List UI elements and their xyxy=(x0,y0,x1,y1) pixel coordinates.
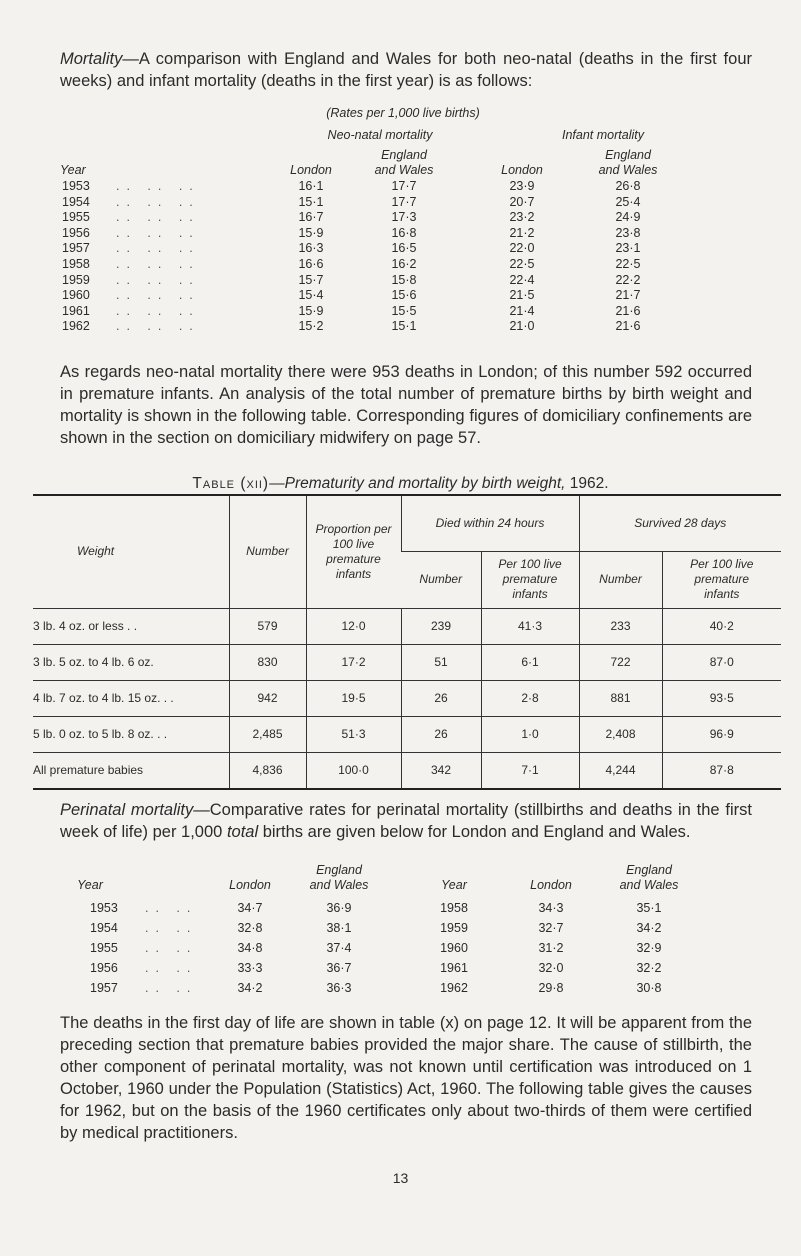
cell: 24·9 xyxy=(615,210,641,225)
table-row xyxy=(60,226,720,242)
cell: 26 xyxy=(401,716,481,752)
weight-cell: 3 lb. 4 oz. or less . . xyxy=(33,608,229,644)
proportion-header: Proportion per 100 live premature infants xyxy=(306,495,401,608)
weight-cell: 3 lb. 5 oz. to 4 lb. 6 oz. xyxy=(33,644,229,680)
cell: 23·2 xyxy=(509,210,535,225)
cell: 23·1 xyxy=(615,241,641,256)
cell: 21·7 xyxy=(615,288,641,303)
caption-text: —Prematurity and mortality by birth weight, xyxy=(269,475,566,492)
survived-header: Survived 28 days xyxy=(579,495,781,551)
cell: 87·8 xyxy=(662,752,781,789)
cell: 6·1 xyxy=(481,644,579,680)
year-cell: 1955 xyxy=(62,210,90,225)
table-row xyxy=(60,195,720,211)
table-row xyxy=(33,716,781,752)
cell: 33·3 xyxy=(237,961,263,975)
cell: 20·7 xyxy=(509,194,535,209)
cell: 26 xyxy=(401,680,481,716)
cell: 15·7 xyxy=(298,272,324,287)
year-cell: 1956 xyxy=(90,961,118,975)
cell: 34·2 xyxy=(636,921,662,935)
year-cell: 1955 xyxy=(90,941,118,955)
table-row xyxy=(60,288,720,304)
perinatal-text-b: births are given below for London and England and Wales. xyxy=(258,823,691,841)
perinatal-paragraph xyxy=(60,799,752,843)
infant-group-header: Infant mortality xyxy=(562,128,644,142)
cell: 34·8 xyxy=(237,941,263,955)
cell: 32·9 xyxy=(636,941,662,955)
perinatal-total: total xyxy=(226,823,259,841)
intro-text: —A comparison with England and Wales for both neo-natal (deaths in the first four weeks) and infant mortality (deaths in the first year) is as follows: xyxy=(60,50,752,90)
died-number-header: Number xyxy=(401,551,481,608)
cell: 15·5 xyxy=(391,303,417,318)
weight-header: Weight xyxy=(33,495,229,608)
leader-dots: .. .. xyxy=(145,981,198,995)
table-row xyxy=(60,179,720,195)
ew-line1: England xyxy=(316,863,362,877)
table-row xyxy=(60,273,720,289)
cell: 36·9 xyxy=(326,901,352,915)
cell: 2·8 xyxy=(481,680,579,716)
leader-dots: .. .. .. xyxy=(116,241,200,256)
cell: 23·8 xyxy=(615,225,641,240)
cell: 100·0 xyxy=(306,752,401,789)
year-cell: 1962 xyxy=(440,981,468,995)
year-cell: 1954 xyxy=(62,194,90,209)
surv-number-header: Number xyxy=(579,551,662,608)
leader-dots: .. .. .. xyxy=(116,225,200,240)
table-row xyxy=(60,978,760,998)
cell: 15·6 xyxy=(391,288,417,303)
table-row xyxy=(60,319,720,335)
cell: 41·3 xyxy=(481,608,579,644)
col-london2-header: London xyxy=(530,878,572,892)
table3-body xyxy=(60,898,760,998)
table-row xyxy=(60,241,720,257)
cell: 22·5 xyxy=(509,256,535,271)
perinatal-heading: Perinatal mortality xyxy=(60,801,194,819)
table-row xyxy=(33,644,781,680)
cell: 51·3 xyxy=(306,716,401,752)
neo-natal-paragraph: As regards neo-natal mortality there were 953 deaths in London; of this number 592 occurred in premature infants. An analysis of the total number of premature births by birth weight and mortality is shown in the following table. Corresponding figures of domiciliary confinements are shown in the section on domiciliary midwifery on page 57. xyxy=(60,363,752,447)
year-cell: 1958 xyxy=(62,256,90,271)
cell: 722 xyxy=(579,644,662,680)
rates-note: (Rates per 1,000 live births) xyxy=(326,106,480,120)
leader-dots: .. .. xyxy=(145,921,198,935)
table-row xyxy=(60,898,760,918)
year-cell: 1962 xyxy=(62,319,90,334)
col-neo-ew-header xyxy=(359,148,449,178)
cell: 21·5 xyxy=(509,288,535,303)
perinatal-text-a: —Comparative rates for perinatal mortality (stillbirths and deaths in the first week of life) per 1,000 xyxy=(60,801,752,841)
cell: 31·2 xyxy=(538,941,564,955)
leader-dots: .. .. .. xyxy=(116,194,200,209)
cell: 16·6 xyxy=(298,256,324,271)
leader-dots: .. .. .. xyxy=(116,256,200,271)
leader-dots: .. .. .. xyxy=(116,288,200,303)
leader-dots: .. .. .. xyxy=(116,210,200,225)
cell: 23·9 xyxy=(509,179,535,193)
col-neo-london-header: London xyxy=(290,163,332,177)
table-row xyxy=(60,918,760,938)
cell: 40·2 xyxy=(662,608,781,644)
cell: 32·7 xyxy=(538,921,564,935)
year-cell: 1961 xyxy=(440,961,468,975)
cell: 87·0 xyxy=(662,644,781,680)
leader-dots: .. .. xyxy=(145,961,198,975)
mortality-heading: Mortality xyxy=(60,50,123,68)
table-row xyxy=(60,958,760,978)
table-row xyxy=(60,210,720,226)
table-row xyxy=(33,608,781,644)
cell: 342 xyxy=(401,752,481,789)
year-cell: 1957 xyxy=(62,241,90,256)
col-london-header: London xyxy=(229,878,271,892)
cell: 579 xyxy=(229,608,306,644)
cell: 37·4 xyxy=(326,941,352,955)
col-year-header: Year xyxy=(77,878,103,892)
ew-line2: and Wales xyxy=(598,163,658,177)
cell: 16·2 xyxy=(391,256,417,271)
cell: 15·1 xyxy=(391,319,417,334)
table1-body xyxy=(60,179,720,335)
cell: 15·9 xyxy=(298,303,324,318)
leader-dots: .. .. xyxy=(145,941,198,955)
cell: 32·0 xyxy=(538,961,564,975)
intro-paragraph xyxy=(60,48,752,92)
cell: 34·2 xyxy=(237,981,263,995)
year-cell: 1960 xyxy=(440,941,468,955)
cell: 26·8 xyxy=(615,179,641,193)
cell: 29·8 xyxy=(538,981,564,995)
cell: 15·8 xyxy=(391,272,417,287)
table-row xyxy=(60,257,720,273)
cell: 21·2 xyxy=(509,225,535,240)
caption-year: 1962. xyxy=(565,475,609,492)
cell: 34·7 xyxy=(237,901,263,915)
cell: 38·1 xyxy=(326,921,352,935)
surv-per100-header: Per 100 live premature infants xyxy=(662,551,781,608)
cell: 36·3 xyxy=(326,981,352,995)
cell: 7·1 xyxy=(481,752,579,789)
year-cell: 1954 xyxy=(90,921,118,935)
cell: 25·4 xyxy=(615,194,641,209)
cell: 17·3 xyxy=(391,210,417,225)
cell: 2,408 xyxy=(579,716,662,752)
cell: 17·2 xyxy=(306,644,401,680)
year-cell: 1953 xyxy=(90,901,118,915)
cell: 16·5 xyxy=(391,241,417,256)
leader-dots: .. .. .. xyxy=(116,303,200,318)
cell: 21·6 xyxy=(615,303,641,318)
cell: 12·0 xyxy=(306,608,401,644)
year-cell: 1958 xyxy=(440,901,468,915)
col-year2-header: Year xyxy=(441,878,467,892)
year-cell: 1960 xyxy=(62,288,90,303)
col-inf-ew-header xyxy=(583,148,673,178)
cell: 21·0 xyxy=(509,319,535,334)
table-xii-caption xyxy=(0,475,801,493)
cell: 21·6 xyxy=(615,319,641,334)
number-header: Number xyxy=(229,495,306,608)
died-per100-header: Per 100 live premature infants xyxy=(481,551,579,608)
cell: 22·2 xyxy=(615,272,641,287)
col-inf-london-header: London xyxy=(501,163,543,177)
table-row xyxy=(60,938,760,958)
cell: 1·0 xyxy=(481,716,579,752)
cell: 93·5 xyxy=(662,680,781,716)
year-cell: 1956 xyxy=(62,225,90,240)
cell: 239 xyxy=(401,608,481,644)
col-ew2-header xyxy=(604,863,694,893)
neo-natal-group-header: Neo-natal mortality xyxy=(327,128,433,142)
year-cell: 1957 xyxy=(90,981,118,995)
cell: 32·2 xyxy=(636,961,662,975)
leader-dots: .. .. .. xyxy=(116,272,200,287)
year-cell: 1959 xyxy=(440,921,468,935)
cell: 16·3 xyxy=(298,241,324,256)
table-row xyxy=(33,752,781,789)
ew-line1: England xyxy=(626,863,672,877)
cell: 36·7 xyxy=(326,961,352,975)
cell: 21·4 xyxy=(509,303,535,318)
year-cell: 1961 xyxy=(62,303,90,318)
prematurity-table xyxy=(33,494,781,790)
cell: 96·9 xyxy=(662,716,781,752)
cell: 15·4 xyxy=(298,288,324,303)
cell: 15·2 xyxy=(298,319,324,334)
leader-dots: .. .. xyxy=(145,901,198,915)
cell: 4,244 xyxy=(579,752,662,789)
cell: 2,485 xyxy=(229,716,306,752)
col-ew-header xyxy=(294,863,384,893)
cell: 34·3 xyxy=(538,901,564,915)
ew-line1: England xyxy=(381,148,427,162)
cell: 17·7 xyxy=(391,194,417,209)
cell: 32·8 xyxy=(237,921,263,935)
cell: 17·7 xyxy=(391,179,417,193)
cell: 22·0 xyxy=(509,241,535,256)
weight-cell: 4 lb. 7 oz. to 4 lb. 15 oz. . . xyxy=(33,680,229,716)
cell: 830 xyxy=(229,644,306,680)
cell: 51 xyxy=(401,644,481,680)
cell: 16·8 xyxy=(391,225,417,240)
cell: 4,836 xyxy=(229,752,306,789)
col-year-header: Year xyxy=(60,163,86,177)
cell: 30·8 xyxy=(636,981,662,995)
ew-line2: and Wales xyxy=(619,878,679,892)
year-cell: 1959 xyxy=(62,272,90,287)
cell: 881 xyxy=(579,680,662,716)
ew-line2: and Wales xyxy=(374,163,434,177)
page-number: 13 xyxy=(392,1170,409,1186)
table-label: Table (xii) xyxy=(192,475,270,492)
cell: 16·1 xyxy=(298,179,324,193)
cell: 16·7 xyxy=(298,210,324,225)
cell: 22·4 xyxy=(509,272,535,287)
cell: 942 xyxy=(229,680,306,716)
leader-dots: .. .. .. xyxy=(116,319,200,334)
ew-line1: England xyxy=(605,148,651,162)
table-row xyxy=(33,680,781,716)
ew-line2: and Wales xyxy=(309,878,369,892)
cell: 19·5 xyxy=(306,680,401,716)
stillbirth-paragraph: The deaths in the first day of life are shown in table (x) on page 12. It will be apparent from the preceding section that premature babies provided the major share. The cause of stillbirth, the other component of perinatal mortality, was not known until certification was introduced on 1 October, 1960 under the Population (Statistics) Act, 1960. The following table gives the causes for 1962, but on the basis of the 1960 certificates only about two-thirds of them were certified by medical practitioners. xyxy=(60,1014,752,1142)
cell: 15·1 xyxy=(298,194,324,209)
cell: 233 xyxy=(579,608,662,644)
weight-cell: All premature babies xyxy=(33,752,229,789)
cell: 15·9 xyxy=(298,225,324,240)
weight-cell: 5 lb. 0 oz. to 5 lb. 8 oz. . . xyxy=(33,716,229,752)
year-cell: 1953 xyxy=(62,179,90,193)
cell: 22·5 xyxy=(615,256,641,271)
died-header: Died within 24 hours xyxy=(401,495,579,551)
leader-dots: .. .. .. xyxy=(116,179,200,193)
table-row xyxy=(60,304,720,320)
cell: 35·1 xyxy=(636,901,662,915)
